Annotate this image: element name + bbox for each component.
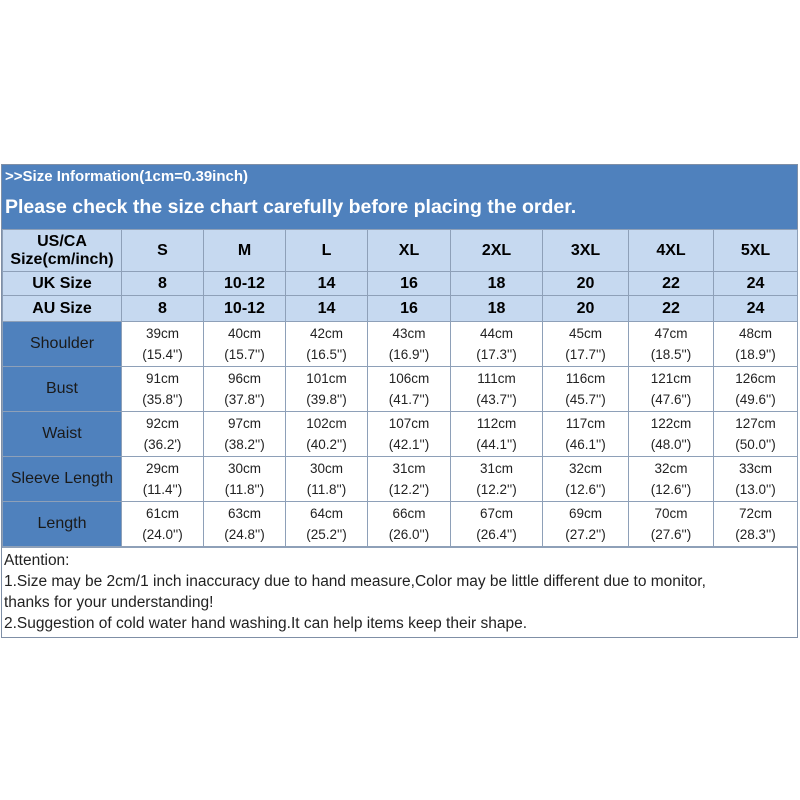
inch-value: (36.2') — [143, 437, 182, 452]
inch-value: (45.7'') — [565, 392, 606, 407]
cm-value: 30cm — [227, 461, 261, 476]
inch-value: (15.4'') — [142, 347, 183, 362]
cm-value: 69cm — [568, 506, 602, 521]
cm-value: 33cm — [738, 461, 772, 476]
measurement-cell — [543, 502, 629, 547]
inch-value: (39.8'') — [306, 392, 347, 407]
cm-value: 39cm — [145, 326, 179, 341]
inch-value: (25.2'') — [306, 527, 347, 542]
cm-value: 126cm — [735, 371, 776, 386]
size-chart — [1, 164, 798, 638]
measurement-row — [3, 412, 798, 457]
inch-value: (50.0'') — [735, 437, 776, 452]
measurement-cell — [122, 367, 204, 412]
au-size-cell: 8 — [122, 296, 204, 322]
au-size-cell: 14 — [286, 296, 368, 322]
cm-value: 97cm — [227, 416, 261, 431]
measurement-cell — [286, 457, 368, 502]
cm-value: 61cm — [145, 506, 179, 521]
us-size-label — [3, 230, 122, 272]
measurement-cell — [204, 502, 286, 547]
uk-size-cell: 8 — [122, 272, 204, 296]
cm-value: 31cm — [479, 461, 513, 476]
measurement-cell — [543, 457, 629, 502]
measurement-cell — [286, 322, 368, 367]
measurement-cell — [543, 412, 629, 457]
cm-value: 43cm — [392, 326, 426, 341]
cm-value: 101cm — [306, 371, 347, 386]
inch-value: (49.6'') — [735, 392, 776, 407]
inch-value: (44.1'') — [476, 437, 517, 452]
size-chart-notice: Please check the size chart carefully before placing the order. — [5, 196, 577, 218]
inch-value: (11.8'') — [306, 482, 347, 497]
uk-size-cell: 10-12 — [204, 272, 286, 296]
size-header-cell: 2XL — [451, 230, 543, 272]
inch-value: (26.0'') — [388, 527, 430, 542]
inch-value: (24.0'') — [142, 527, 183, 542]
measurement-cell — [122, 457, 204, 502]
measurement-cell — [368, 412, 451, 457]
measurement-cell — [122, 412, 204, 457]
inch-value: (41.7'') — [388, 392, 430, 407]
attention-line-3: 2.Suggestion of cold water hand washing.It can help items keep their shape. — [4, 615, 528, 632]
au-size-row — [3, 296, 798, 322]
cm-value: 116cm — [565, 371, 606, 386]
attention-line-2: thanks for your understanding! — [4, 594, 214, 611]
measurement-cell — [204, 457, 286, 502]
cm-value: 42cm — [309, 326, 343, 341]
measurement-cell — [629, 367, 714, 412]
au-size-cell: 22 — [629, 296, 714, 322]
cm-value: 48cm — [738, 326, 772, 341]
inch-value: (16.9'') — [388, 347, 430, 362]
measurement-cell — [714, 502, 798, 547]
inch-value: (46.1'') — [565, 437, 606, 452]
inch-value: (43.7'') — [476, 392, 517, 407]
measurement-cell — [629, 322, 714, 367]
uk-size-cell: 20 — [543, 272, 629, 296]
inch-value: (48.0'') — [650, 437, 692, 452]
cm-value: 72cm — [738, 506, 772, 521]
measurement-cell — [629, 412, 714, 457]
measurement-cell — [204, 322, 286, 367]
size-header-cell: L — [286, 230, 368, 272]
cm-value: 30cm — [309, 461, 343, 476]
measurement-label: Length — [3, 502, 122, 547]
inch-value: (35.8'') — [142, 392, 183, 407]
au-size-label: AU Size — [3, 296, 122, 322]
measurement-cell — [368, 457, 451, 502]
cm-value: 32cm — [568, 461, 602, 476]
us-size-label-line1: US/CA — [37, 232, 87, 250]
cm-value: 122cm — [650, 416, 692, 431]
inch-value: (15.7'') — [224, 347, 265, 362]
au-size-cell: 20 — [543, 296, 629, 322]
cm-value: 40cm — [227, 326, 261, 341]
measurement-cell — [122, 502, 204, 547]
measurement-label: Shoulder — [3, 322, 122, 367]
measurement-row — [3, 457, 798, 502]
size-table — [2, 229, 798, 547]
us-size-row — [3, 230, 798, 272]
cm-value: 70cm — [654, 506, 688, 521]
measurement-label: Sleeve Length — [3, 457, 122, 502]
measurement-label: Bust — [3, 367, 122, 412]
inch-value: (27.2'') — [565, 527, 606, 542]
au-size-cell: 18 — [451, 296, 543, 322]
inch-value: (12.6'') — [650, 482, 692, 497]
cm-value: 66cm — [392, 506, 426, 521]
inch-value: (17.3'') — [476, 347, 517, 362]
uk-size-cell: 22 — [629, 272, 714, 296]
uk-size-cell: 18 — [451, 272, 543, 296]
measurement-cell — [714, 322, 798, 367]
inch-value: (11.4'') — [142, 482, 183, 497]
inch-value: (26.4'') — [476, 527, 517, 542]
measurement-cell — [368, 367, 451, 412]
measurement-row — [3, 502, 798, 547]
measurement-cell — [451, 457, 543, 502]
inch-value: (37.8'') — [224, 392, 265, 407]
cm-value: 63cm — [227, 506, 261, 521]
size-header-cell: 5XL — [714, 230, 798, 272]
us-size-label-line2: Size(cm/inch) — [10, 250, 114, 268]
inch-value: (12.2'') — [476, 482, 517, 497]
inch-value: (28.3'') — [735, 527, 776, 542]
size-info-heading: >>Size Information(1cm=0.39inch) — [5, 168, 248, 185]
attention-notes — [2, 547, 797, 637]
inch-value: (24.8'') — [224, 527, 265, 542]
measurement-cell — [714, 367, 798, 412]
cm-value: 117cm — [565, 416, 606, 431]
size-header-cell: S — [122, 230, 204, 272]
cm-value: 111cm — [477, 371, 516, 386]
cm-value: 106cm — [388, 371, 430, 386]
measurement-cell — [451, 412, 543, 457]
uk-size-label: UK Size — [3, 272, 122, 296]
cm-value: 67cm — [479, 506, 513, 521]
measurement-row — [3, 367, 798, 412]
measurement-cell — [543, 322, 629, 367]
measurement-cell — [368, 322, 451, 367]
cm-value: 96cm — [227, 371, 261, 386]
uk-size-row — [3, 272, 798, 296]
au-size-cell: 10-12 — [204, 296, 286, 322]
measurement-cell — [286, 412, 368, 457]
inch-value: (47.6'') — [650, 392, 692, 407]
measurement-cell — [451, 367, 543, 412]
size-chart-banner — [2, 165, 797, 229]
measurement-cell — [451, 322, 543, 367]
inch-value: (42.1'') — [388, 437, 430, 452]
measurement-cell — [122, 322, 204, 367]
cm-value: 107cm — [388, 416, 430, 431]
measurement-cell — [286, 367, 368, 412]
inch-value: (16.5'') — [306, 347, 347, 362]
inch-value: (18.9'') — [735, 347, 776, 362]
measurement-label: Waist — [3, 412, 122, 457]
inch-value: (12.6'') — [565, 482, 606, 497]
measurement-cell — [543, 367, 629, 412]
inch-value: (12.2'') — [388, 482, 430, 497]
inch-value: (13.0'') — [735, 482, 776, 497]
measurement-cell — [629, 502, 714, 547]
inch-value: (27.6'') — [650, 527, 692, 542]
size-header-cell: 3XL — [543, 230, 629, 272]
measurement-cell — [286, 502, 368, 547]
cm-value: 32cm — [654, 461, 688, 476]
uk-size-cell: 16 — [368, 272, 451, 296]
cm-value: 29cm — [145, 461, 179, 476]
au-size-cell: 24 — [714, 296, 798, 322]
measurement-cell — [204, 412, 286, 457]
inch-value: (40.2'') — [306, 437, 347, 452]
cm-value: 91cm — [145, 371, 179, 386]
cm-value: 121cm — [650, 371, 692, 386]
uk-size-cell: 14 — [286, 272, 368, 296]
cm-value: 45cm — [568, 326, 602, 341]
cm-value: 31cm — [392, 461, 426, 476]
cm-value: 92cm — [145, 416, 179, 431]
measurement-cell — [204, 367, 286, 412]
inch-value: (17.7'') — [565, 347, 606, 362]
size-header-cell: M — [204, 230, 286, 272]
cm-value: 64cm — [309, 506, 343, 521]
cm-value: 112cm — [476, 416, 517, 431]
size-header-cell: 4XL — [629, 230, 714, 272]
cm-value: 44cm — [479, 326, 513, 341]
inch-value: (11.8'') — [224, 482, 265, 497]
cm-value: 127cm — [735, 416, 776, 431]
measurement-row — [3, 322, 798, 367]
measurement-cell — [368, 502, 451, 547]
attention-line-1: 1.Size may be 2cm/1 inch inaccuracy due to hand measure,Color may be little different due to monitor, — [4, 573, 706, 590]
measurement-cell — [629, 457, 714, 502]
measurement-cell — [714, 457, 798, 502]
attention-title: Attention: — [4, 552, 70, 569]
au-size-cell: 16 — [368, 296, 451, 322]
cm-value: 102cm — [306, 416, 347, 431]
cm-value: 47cm — [654, 326, 688, 341]
inch-value: (38.2'') — [224, 437, 265, 452]
size-header-cell: XL — [368, 230, 451, 272]
measurement-cell — [451, 502, 543, 547]
measurement-cell — [714, 412, 798, 457]
uk-size-cell: 24 — [714, 272, 798, 296]
inch-value: (18.5'') — [650, 347, 692, 362]
